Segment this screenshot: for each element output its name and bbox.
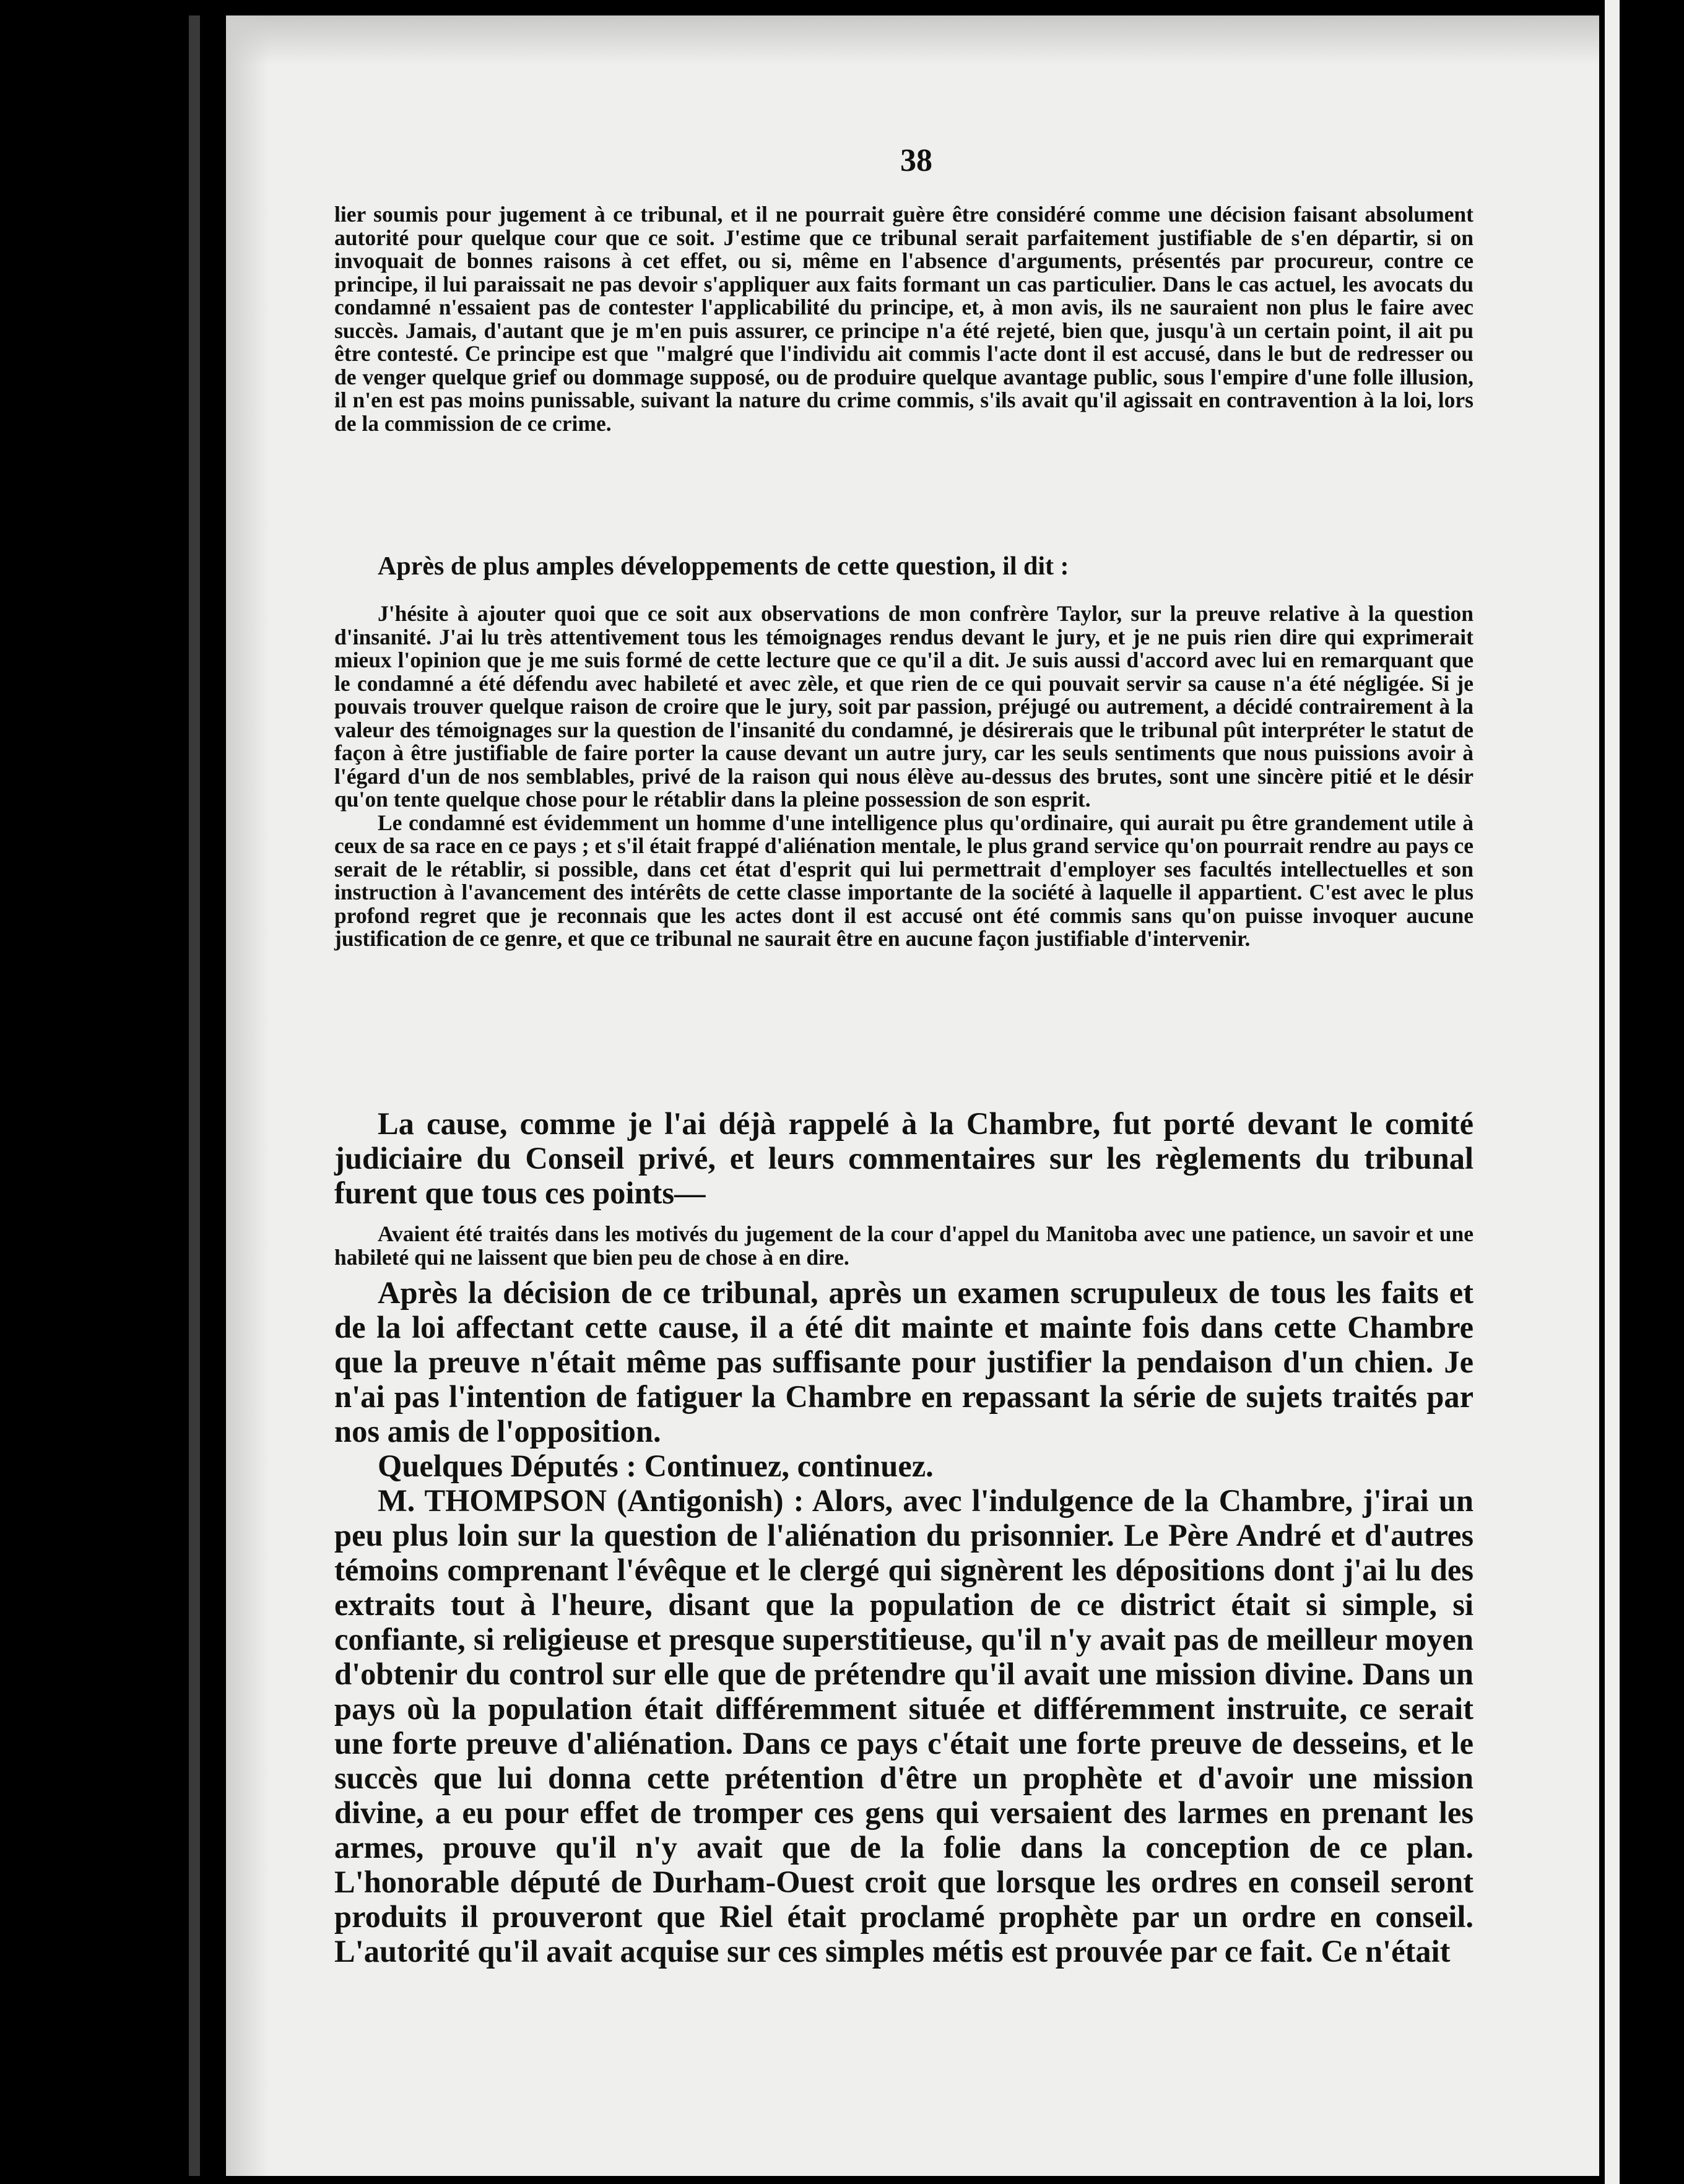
quoted-judgment-continuation <box>334 203 1474 435</box>
speech-privy-council <box>334 1106 1474 1210</box>
top-scan-shadow <box>226 15 1599 65</box>
paragraph-1: lier soumis pour jugement à ce tribunal, et il ne pourrait guère être considéré comme une décision faisant absolument autorité pour quelque cour que ce soit. J'estime que ce tribunal serait parfaitement justifiable de s'en départir, si on invoquait de bonnes raisons à cet effet, ou si, même en l'absence d'arguments, présentés par procureur, contre ce principe, il lui paraissait ne pas devoir s'appliquer aux faits formant un cas particulier. Dans le cas actuel, les avocats du condamné n'essaient pas de contester l'applicabilité du principe, et, à mon avis, ils ne sauraient non plus le faire avec succès. Jamais, d'autant que je m'en puis assurer, ce principe n'a été rejeté, bien que, jusqu'à un certain point, il ait pu être contesté. Ce principe est que "malgré que l'individu ait commis l'acte dont il est accusé, dans le but de redresser ou de venger quelque grief ou dommage supposé, ou de produire quelque avantage public, sous l'empire d'une folle illusion, il n'en est pas moins punissable, suivant la nature du crime commis, s'ils avait qu'il agissait en contravention à la loi, lors de la commission de ce crime. <box>334 202 1474 436</box>
left-page-edge <box>189 15 200 2176</box>
privy-council-quote <box>334 1223 1474 1269</box>
paragraph-5: La cause, comme je l'ai déjà rappelé à la Chambre, fut porté devant le comité judiciaire du Conseil privé, et leurs commentaires sur les règlements du tribunal furent que tous ces points— <box>334 1106 1474 1210</box>
paragraph-2: Après de plus amples développements de cette question, il dit : <box>378 552 1069 581</box>
main-speech <box>334 1275 1474 1969</box>
right-page-edge <box>1605 0 1620 2184</box>
paragraph-3: J'hésite à ajouter quoi que ce soit aux observations de mon confrère Taylor, sur la preuve relative à la question d'insanité. J'ai lu très attentivement tous les témoignages rendus devant le jury, et je ne puis rien dire qui exprimerait mieux l'opinion que je me suis formé de cette lecture que ce qu'il a dit. Je suis aussi d'accord avec lui en remarquant que le condamné a été défendu avec habileté et avec zèle, et que rien de ce qui pouvait servir sa cause n'a été négligée. Si je pouvais trouver quelque raison de croire que le jury, soit par passion, préjugé ou autrement, a décidé contrairement à la valeur des témoignages sur la question de l'insanité du condamné, je désirerais que le tribunal pût interpréter le statut de façon à être justifiable de faire porter la cause devant un autre jury, car les seuls sentiments que nous puissions avoir à l'égard d'un de nos semblables, privé de la raison qui nous élève au-dessus des brutes, sont une sincère pitié et le désir qu'on tente quelque chose pour le rétablir dans la pleine possession de son esprit. <box>334 601 1474 812</box>
page-number: 38 <box>900 143 932 178</box>
speaker-transition <box>334 551 1474 583</box>
document-page <box>226 15 1599 2176</box>
paragraph-7: Après la décision de ce tribunal, après un examen scrupuleux de tous les faits et de la loi affectant cette cause, il a été dit mainte et mainte fois dans cette Chambre que la preuve n'était même pas suffisante pour justifier la pendaison d'un chien. Je n'ai pas l'intention de fatiguer la Chambre en repassant la série de sujets traités par nos amis de l'opposition. <box>334 1275 1474 1449</box>
paragraph-8: Quelques Députés : Continuez, continuez. <box>378 1449 934 1483</box>
left-scan-shadow <box>226 15 269 2176</box>
quoted-opinion <box>334 602 1474 951</box>
paragraph-6: Avaient été traités dans les motivés du jugement de la cour d'appel du Manitoba avec une patience, un savoir et une habileté qui ne laissent que bien peu de chose à en dire. <box>334 1221 1474 1270</box>
paragraph-9: M. THOMPSON (Antigonish) : Alors, avec l'indulgence de la Chambre, j'irai un peu plus loin sur la question de l'aliénation du prisonnier. Le Père André et d'autres témoins comprenant l'évêque et le clergé qui signèrent les dépositions dont j'ai lu des extraits tout à l'heure, disant que la population de ce district était si simple, si confiante, si religieuse et presque superstitieuse, qu'il n'y avait pas de meilleur moyen d'obtenir du control sur elle que de prétendre qu'il avait une mission divine. Dans un pays où la population était différemment située et différemment instruite, ce serait une forte preuve d'aliénation. Dans ce pays c'était une forte preuve de desseins, et le succès que lui donna cette prétention d'être un prophète et d'avoir une mission divine, a eu pour effet de tromper ces gens qui versaient des larmes en prenant les armes, prouve qu'il n'y avait que de la folie dans la conception de ce plan. L'honorable député de Durham-Ouest croit que lorsque les ordres en conseil seront produits il prouveront que Riel était proclamé prophète par un ordre en conseil. L'autorité qu'il avait acquise sur ces simples métis est prouvée par ce fait. Ce n'était <box>334 1483 1474 1969</box>
paragraph-4: Le condamné est évidemment un homme d'une intelligence plus qu'ordinaire, qui aurait pu être grandement utile à ceux de sa race en ce pays ; et s'il était frappé d'aliénation mentale, le plus grand service qu'on pourrait rendre au pays ce serait de le rétablir, si possible, dans cet état d'esprit qui lui permettrait d'employer ses facultés intellectuelles et son instruction à l'avancement des intérêts de cette classe importante de la société à laquelle il appartient. C'est avec le plus profond regret que je reconnais que les actes dont il est accusé ont été commis sans qu'on puisse invoquer aucune justification de ce genre, et que ce tribunal ne saurait être en aucune façon justifiable d'intervenir. <box>334 810 1474 951</box>
